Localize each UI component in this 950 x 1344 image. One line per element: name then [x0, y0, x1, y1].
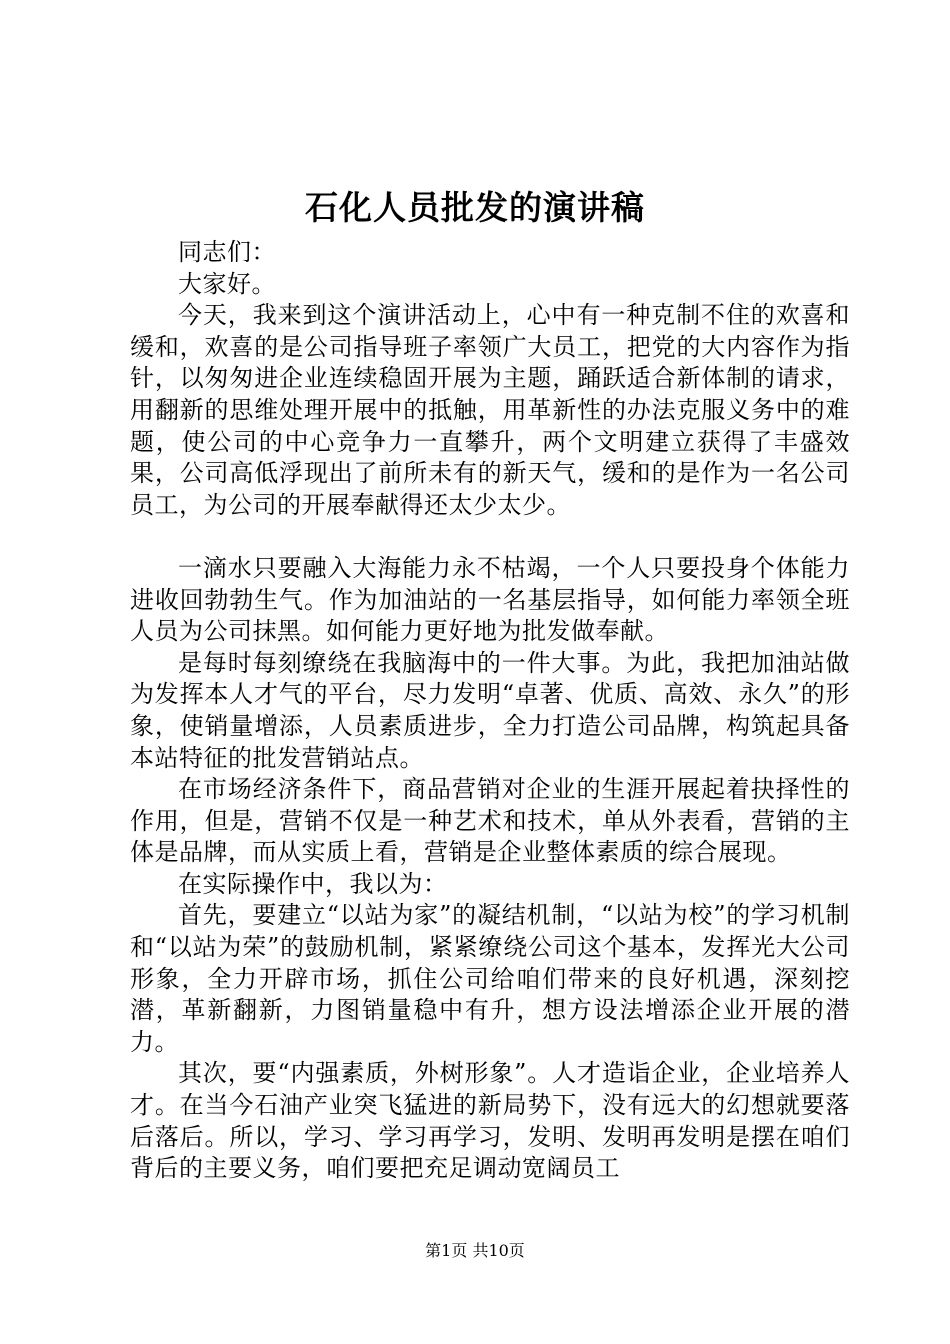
paragraph-hello: 大家好。	[178, 269, 276, 298]
paragraph-market-economy: 在市场经济条件下，商品营销对企业的生涯开展起着抉择性的作用，但是，营销不仅是一种艺术和技术，单从外表看，营销的主体是品牌，而从实质上看，营销是企业整体素质的综合展现。	[130, 775, 850, 867]
paragraph-second: 其次，要“内强素质，外树形象”。人才造诣企业，企业培养人才。在当今石油产业突飞猛进的新局势下，没有远大的幻想就要落后落后。所以，学习、学习再学习，发明、发明再发明是摆在咱们背后的主要义务，咱们要把充足调动宽阔员工	[130, 1059, 850, 1183]
page-title: 石化人员批发的演讲稿	[305, 188, 645, 227]
document-body	[130, 237, 850, 1185]
paragraph-greeting: 同志们：	[178, 238, 276, 266]
paragraph-spacer	[130, 521, 850, 553]
page-footer: 第1页 共10页	[425, 1241, 525, 1260]
paragraph-water-drop: 一滴水只要融入大海能力永不枯竭，一个人只要投身个体能力进收回勃勃生气。作为加油站的一名基层指导，如何能力率领全班人员为公司抹黑。如何能力更好地为批发做奉献。	[130, 553, 850, 646]
paragraph-station-platform: 是每时每刻缭绕在我脑海中的一件大事。为此，我把加油站做为发挥本人才气的平台，尽力发明“卓著、优质、高效、永久”的形象，使销量增添，人员素质进步，全力打造公司品牌，构筑起具备本站特征的批发营销站点。	[130, 648, 850, 772]
paragraph-first: 首先，要建立“以站为家”的凝结机制，“以站为校”的学习机制和“以站为荣”的鼓励机制，紧紧缭绕公司这个基本，发挥光大公司形象，全力开辟市场，抓住公司给咱们带来的良好机遇，深刻挖潜，革新翻新，力图销量稳中有升，想方设法增添企业开展的潜力。	[130, 901, 850, 1056]
paragraph-today: 今天，我来到这个演讲活动上，心中有一种克制不住的欢喜和缓和，欢喜的是公司指导班子率领广大员工，把党的大内容作为指针，以匆匆进企业连续稳固开展为主题，踊跃适合新体制的请求，用翻新的思维处理开展中的抵触，用革新性的办法克服义务中的难题，使公司的中心竞争力一直攀升，两个文明建立获得了丰盛效果，公司高低浮现出了前所未有的新天气，缓和的是作为一名公司员工，为公司的开展奉献得还太少太少。	[130, 301, 850, 519]
paragraph-practice: 在实际操作中，我以为：	[178, 869, 448, 898]
